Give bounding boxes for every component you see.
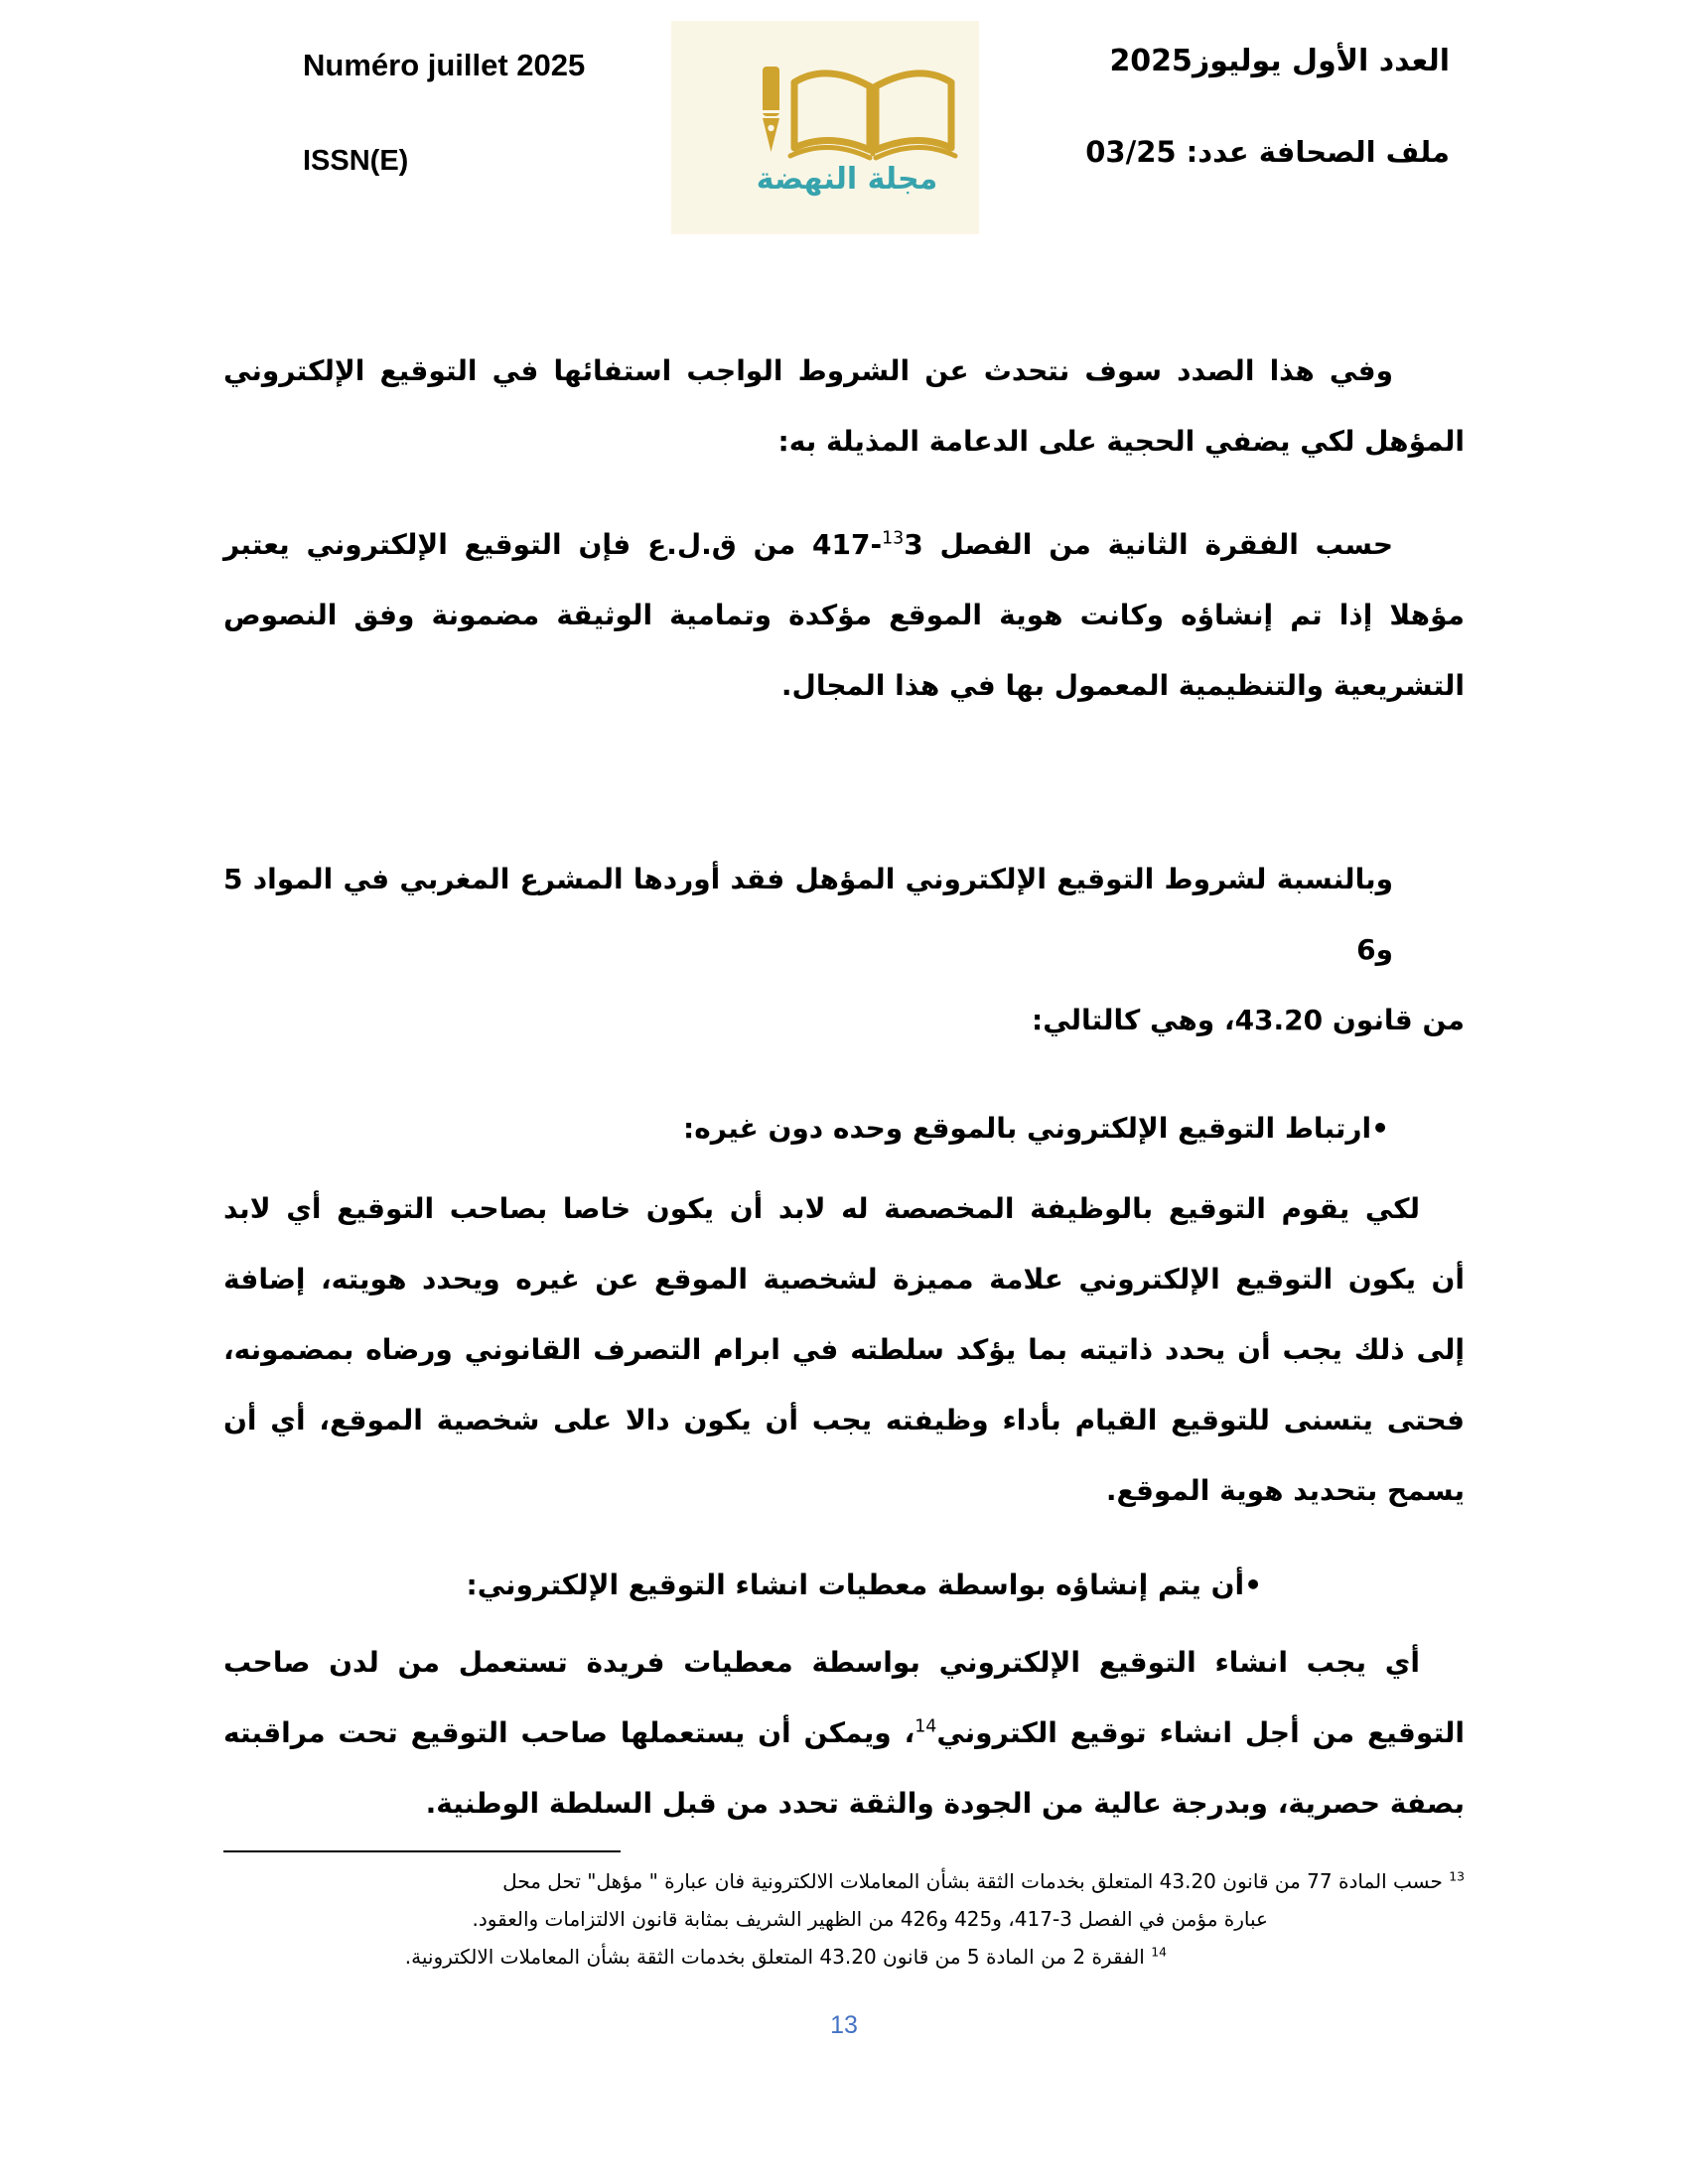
text-segment: المؤهل لكي يضفي الحجية على الدعامة المذيلة به: — [777, 425, 1465, 458]
text-segment: إلى ذلك يجب أن يحدد ذاتيته بما يؤكد سلطته في ابرام التصرف القانوني ورضاه بمضمونه، — [223, 1333, 1465, 1366]
text-segment: التوقيع من أجل انشاء توقيع الكتروني — [936, 1716, 1465, 1749]
paragraph-intro — [223, 336, 1465, 477]
text-segment: الفقرة 2 من المادة 5 من قانون 43.20 المتعلق بخدمات الثقة بشأن المعاملات الالكترونية. — [404, 1945, 1152, 1969]
issue-title-ar: العدد الأول يوليوز2025 — [1109, 44, 1450, 78]
footnote-13 — [164, 1862, 1465, 1938]
footnote-14 — [164, 1938, 1465, 1976]
text-line — [223, 844, 1465, 985]
text-segment: حسب المادة 77 من قانون 43.20 المتعلق بخدمات الثقة بشأن المعاملات الالكترونية فان عبارة " مؤهل" تحل محل — [502, 1869, 1450, 1893]
text-line — [223, 1698, 1465, 1768]
text-line — [223, 1093, 1465, 1163]
text-segment: من قانون 43.20، وهي كالتالي: — [1032, 1004, 1465, 1036]
text-segment: لكي يقوم التوقيع بالوظيفة المخصصة له لابد أن يكون خاصا بصاحب التوقيع أي لابد — [223, 1192, 1420, 1225]
section-heading-creation-data — [223, 1550, 1465, 1620]
text-line — [223, 1768, 1465, 1839]
text-line — [164, 1862, 1465, 1900]
page-number: 13 — [830, 2011, 858, 2039]
text-line — [223, 1244, 1465, 1314]
text-line — [223, 336, 1465, 406]
text-segment: وبالنسبة لشروط التوقيع الإلكتروني المؤهل فقد أوردها المشرع المغربي في المواد 5 و6 — [223, 863, 1393, 966]
text-line — [164, 1938, 1465, 1976]
journal-name: مجلة النهضة — [756, 162, 938, 197]
text-segment: وفي هذا الصدد سوف نتحدث عن الشروط الواجب استفائها في التوقيع الإلكتروني — [223, 354, 1393, 387]
text-segment: مؤهلا إذا تم إنشاؤه وكانت هوية الموقع مؤكدة وتمامية الوثيقة مضمونة وفق النصوص — [223, 599, 1465, 631]
paragraph-signer-identity — [223, 1173, 1465, 1526]
footnotes-section — [164, 1843, 1465, 1976]
paragraph-article-417-3 — [223, 509, 1465, 721]
text-line — [223, 1173, 1465, 1244]
text-segment: التشريعية والتنظيمية المعمول بها في هذا المجال. — [780, 669, 1465, 702]
footnote-reference: 14 — [1151, 1944, 1167, 1960]
text-line — [164, 1900, 1465, 1938]
text-line — [223, 650, 1465, 721]
issn-label: ISSN(E) — [303, 145, 409, 177]
footnote-lines — [164, 1862, 1465, 1976]
footnote-reference: 13 — [1449, 1868, 1465, 1884]
text-line — [223, 509, 1465, 580]
footnote-reference: 14 — [914, 1716, 937, 1737]
text-segment: أي يجب انشاء التوقيع الإلكتروني بواسطة معطيات فريدة تستعمل من لدن صاحب — [223, 1646, 1420, 1679]
text-line — [223, 580, 1465, 650]
text-segment: ، ويمكن أن يستعملها صاحب التوقيع تحت مراقبته — [223, 1716, 915, 1749]
text-segment: يسمح بتحديد هوية الموقع. — [1105, 1474, 1465, 1507]
text-segment: حسب الفقرة الثانية من الفصل — [922, 528, 1393, 561]
text-line — [223, 1627, 1465, 1698]
text-segment: بصفة حصرية، وبدرجة عالية من الجودة والثقة تحدد من قبل السلطة الوطنية. — [425, 1787, 1465, 1820]
text-line — [223, 406, 1465, 477]
text-segment: أن يكون التوقيع الإلكتروني علامة مميزة لشخصية الموقع عن غيره ويحدد هويته، إضافة — [223, 1263, 1465, 1296]
text-line — [223, 1455, 1465, 1526]
text-segment: من ق.ل.ع فإن التوقيع الإلكتروني يعتبر — [223, 528, 813, 561]
footnote-separator — [223, 1850, 621, 1852]
text-line — [223, 1385, 1465, 1455]
text-line — [223, 1550, 1465, 1620]
section-heading-link-to-signer — [223, 1093, 1465, 1163]
text-segment: •ارتباط التوقيع الإلكتروني بالموقع وحده دون غيره: — [683, 1112, 1389, 1145]
text-segment: عبارة مؤمن في الفصل 3-417، و425 و426 من الظهير الشريف بمثابة قانون الالتزامات والعقود. — [472, 1907, 1268, 1931]
text-segment: 3-417 — [812, 528, 923, 561]
text-segment: فحتى يتسنى للتوقيع القيام بأداء وظيفته يجب أن يكون دالا على شخصية الموقع، أي أن — [223, 1404, 1465, 1436]
article-body — [223, 0, 1465, 1839]
text-line — [223, 1314, 1465, 1385]
footnote-reference: 13 — [882, 528, 905, 549]
issue-date-fr: Numéro juillet 2025 — [303, 48, 586, 82]
text-segment: •أن يتم إنشاؤه بواسطة معطيات انشاء التوقيع الإلكتروني: — [466, 1569, 1262, 1601]
paragraph-conditions-intro — [223, 844, 1465, 1055]
press-file-number: ملف الصحافة عدد: 03/25 — [1085, 135, 1450, 169]
paragraph-creation-data — [223, 1627, 1465, 1839]
text-line — [223, 985, 1465, 1055]
